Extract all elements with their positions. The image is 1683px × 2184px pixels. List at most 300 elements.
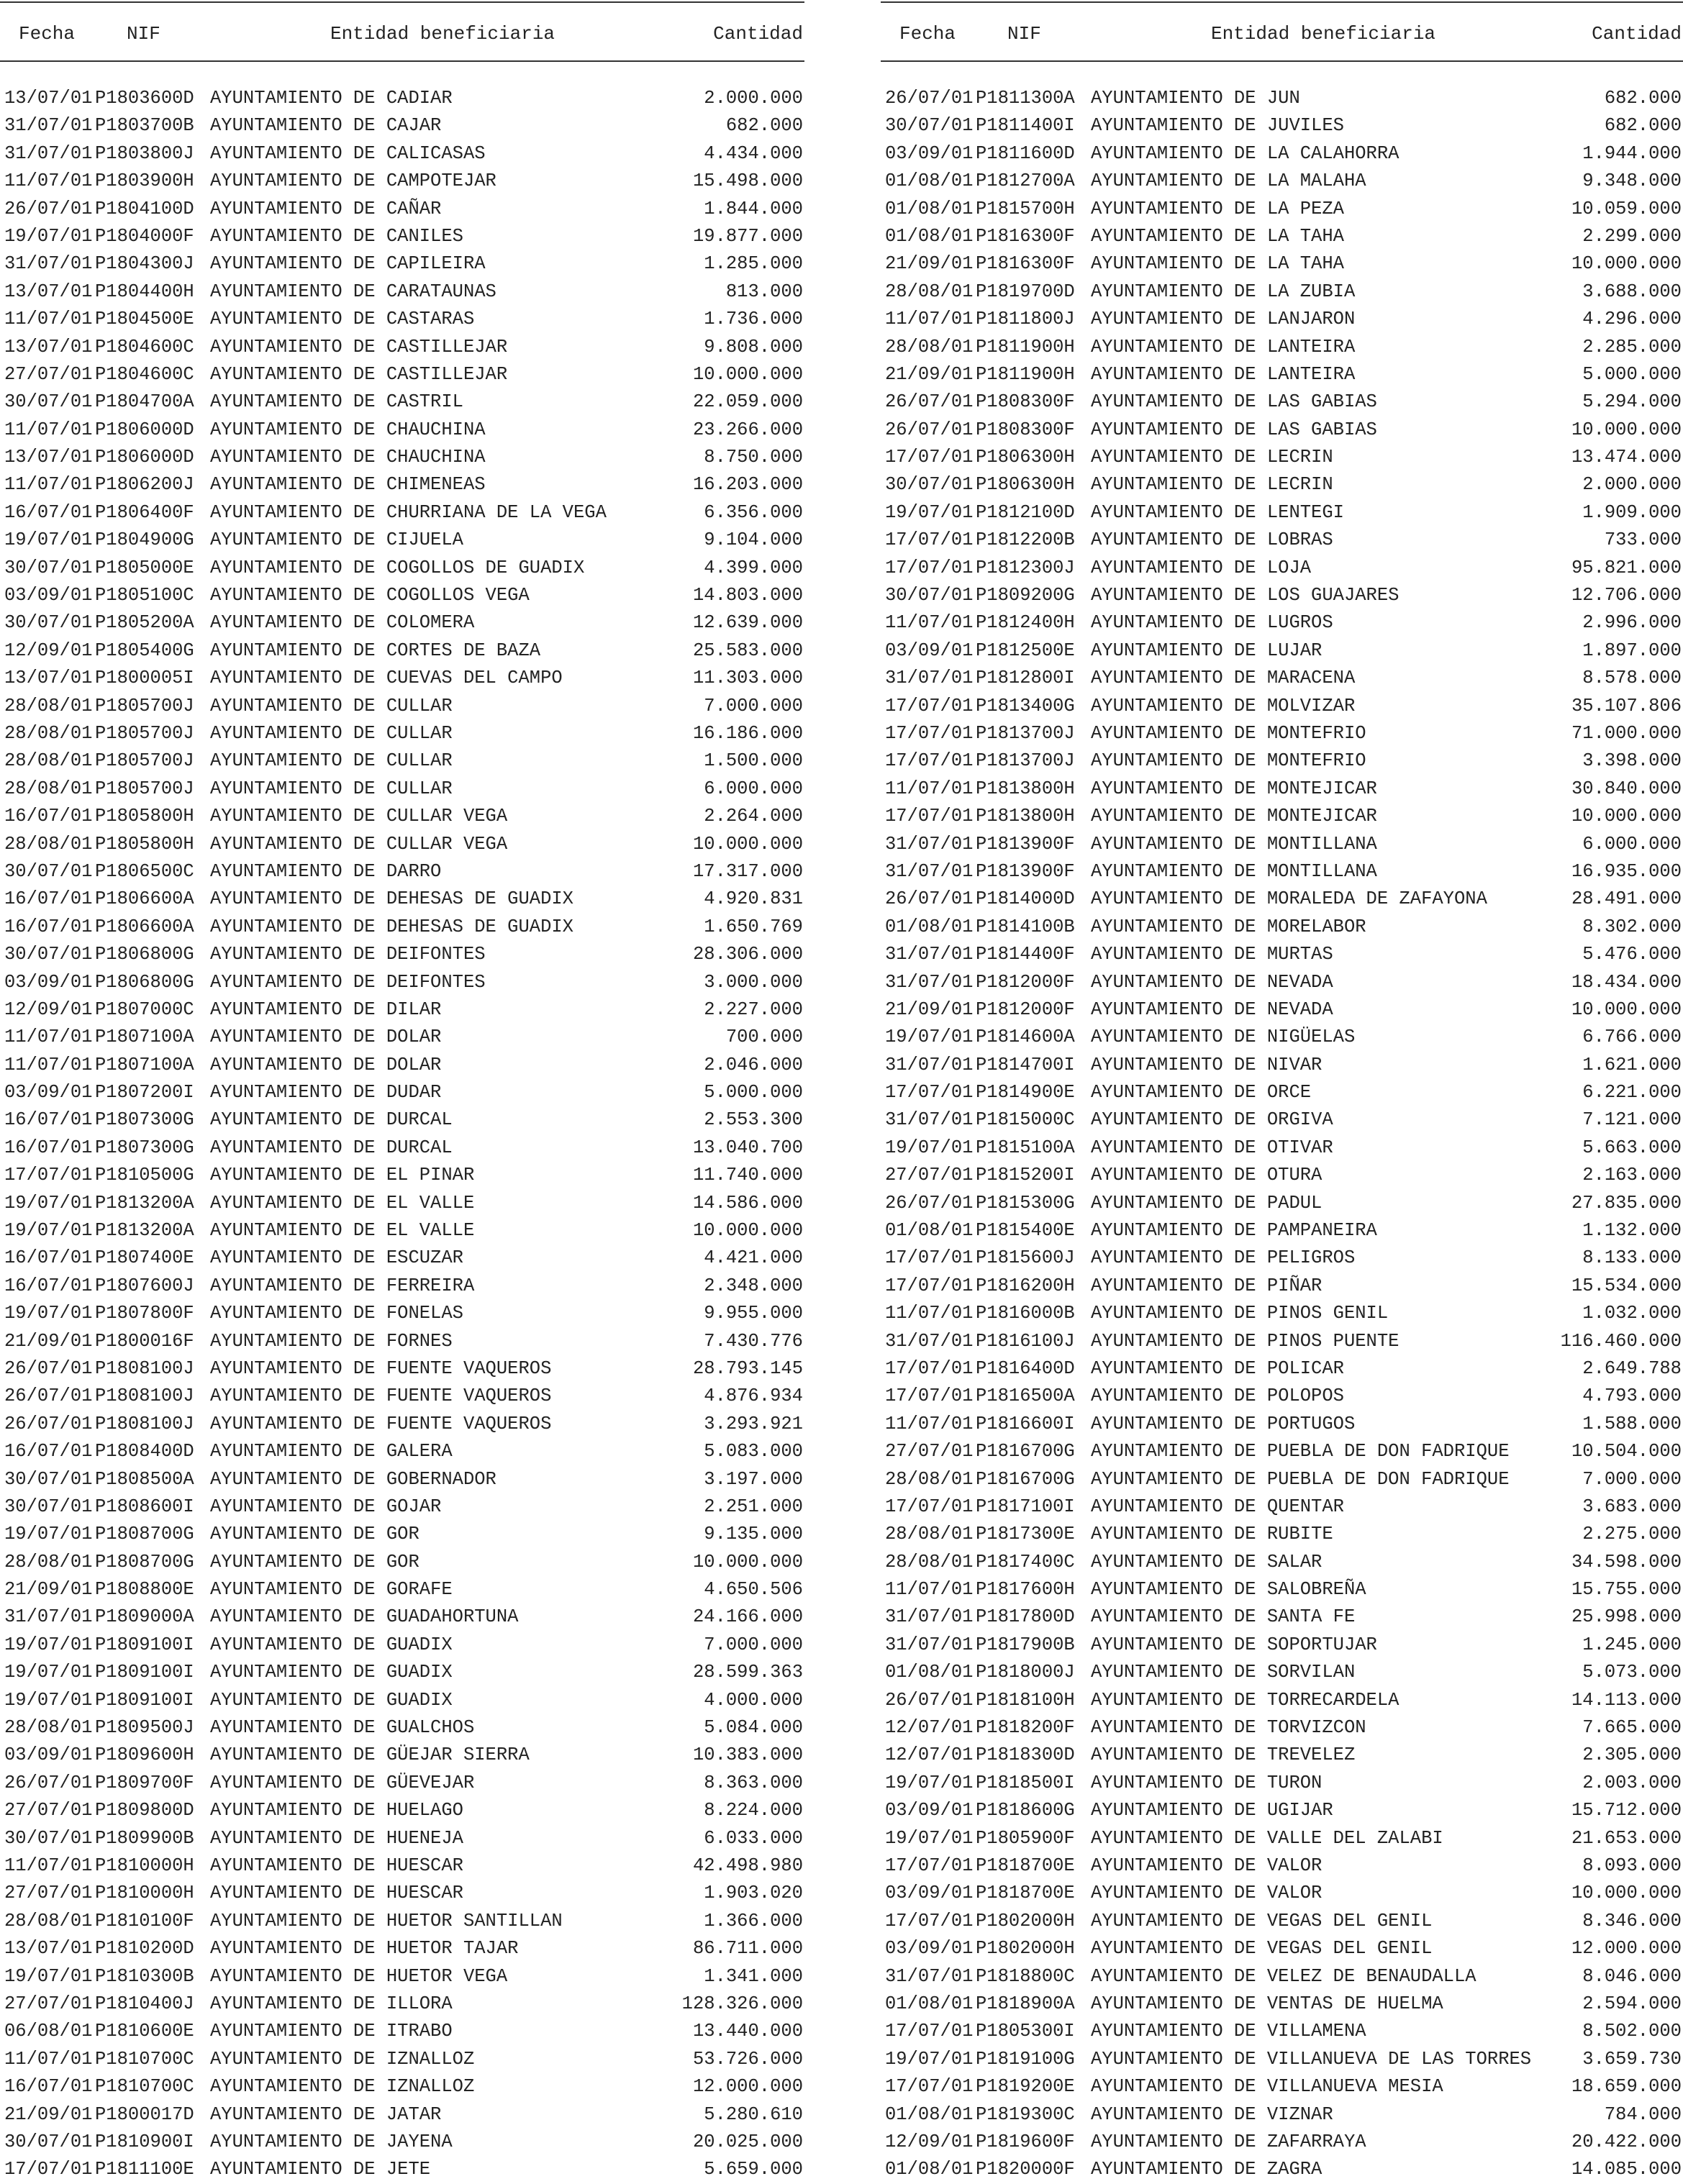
table-row: [0, 2156, 804, 2183]
row-cantidad: 8.750.000: [704, 447, 803, 468]
row-nif: P1809600H: [95, 1744, 194, 1766]
row-nif: P1811300A: [976, 88, 1075, 109]
row-cantidad: 22.059.000: [692, 391, 803, 413]
row-nif: P1800017D: [95, 2103, 194, 2125]
row-cantidad: 16.935.000: [1571, 860, 1682, 882]
row-fecha: 17/07/01: [885, 1247, 974, 1269]
table-row: [0, 1162, 804, 1189]
row-fecha: 26/07/01: [885, 391, 974, 413]
row-cantidad: 10.000.000: [1571, 419, 1682, 440]
row-cantidad: 5.476.000: [1582, 944, 1682, 965]
row-fecha: 12/09/01: [4, 640, 93, 661]
table-row: [881, 1106, 1683, 1134]
row-nif: P1808500A: [95, 1468, 194, 1490]
row-entidad: AYUNTAMIENTO DE CHAUCHINA: [210, 447, 486, 468]
row-cantidad: 15.755.000: [1571, 1579, 1682, 1601]
row-entidad: AYUNTAMIENTO DE ZAFARRAYA: [1091, 2131, 1366, 2152]
table-row: [0, 1990, 804, 2018]
row-fecha: 31/07/01: [4, 142, 93, 164]
row-fecha: 30/07/01: [4, 1496, 93, 1517]
row-nif: P1810500G: [95, 1165, 194, 1186]
table-row: [0, 1217, 804, 1245]
row-fecha: 11/07/01: [885, 1303, 974, 1324]
row-fecha: 11/07/01: [885, 1579, 974, 1601]
row-entidad: AYUNTAMIENTO DE CHIMENEAS: [210, 474, 486, 496]
table-row: [0, 637, 804, 665]
row-nif: P1813700J: [976, 722, 1075, 744]
row-nif: P1807200I: [95, 1082, 194, 1104]
row-cantidad: 12.000.000: [692, 2076, 803, 2098]
row-nif: P1805100C: [95, 585, 194, 606]
row-cantidad: 20.422.000: [1571, 2131, 1682, 2152]
row-entidad: AYUNTAMIENTO DE MARACENA: [1091, 668, 1356, 689]
row-cantidad: 1.844.000: [704, 198, 803, 219]
row-fecha: 26/07/01: [885, 88, 974, 109]
row-entidad: AYUNTAMIENTO DE DILAR: [210, 998, 442, 1020]
row-nif: P1813800H: [976, 806, 1075, 827]
row-nif: P1805000E: [95, 557, 194, 578]
row-entidad: AYUNTAMIENTO DE CULLAR: [210, 750, 453, 772]
row-nif: P1802000H: [976, 1910, 1075, 1932]
table-row: [881, 775, 1683, 803]
row-entidad: AYUNTAMIENTO DE MORELABOR: [1091, 916, 1366, 937]
row-entidad: AYUNTAMIENTO DE ITRABO: [210, 2021, 453, 2042]
row-nif: P1807100A: [95, 1054, 194, 1075]
table-row: [0, 1190, 804, 1217]
row-nif: P1805700J: [95, 695, 194, 716]
row-cantidad: 4.000.000: [704, 1689, 803, 1711]
row-nif: P1808100J: [95, 1386, 194, 1407]
row-fecha: 31/07/01: [885, 1109, 974, 1131]
row-fecha: 13/07/01: [4, 1938, 93, 1960]
row-fecha: 19/07/01: [4, 1662, 93, 1683]
table-row: [881, 1935, 1683, 1962]
table-row: [881, 886, 1683, 913]
row-nif: P1810900I: [95, 2131, 194, 2152]
row-nif: P1803600D: [95, 88, 194, 109]
row-cantidad: 6.766.000: [1582, 1027, 1682, 1048]
row-entidad: AYUNTAMIENTO DE EL PINAR: [210, 1165, 475, 1186]
row-entidad: AYUNTAMIENTO DE CAJAR: [210, 115, 442, 137]
row-entidad: AYUNTAMIENTO DE POLICAR: [1091, 1357, 1344, 1379]
row-nif: P1810700C: [95, 2048, 194, 2070]
row-nif: P1809500J: [95, 1717, 194, 1739]
table-row: [881, 1603, 1683, 1631]
header-entidad: Entidad beneficiaria: [1210, 23, 1436, 45]
row-cantidad: 8.302.000: [1582, 916, 1682, 937]
row-cantidad: 28.599.363: [692, 1662, 803, 1683]
row-nif: P1806000D: [95, 419, 194, 440]
row-entidad: AYUNTAMIENTO DE CAMPOTEJAR: [210, 170, 496, 192]
row-entidad: AYUNTAMIENTO DE FORNES: [210, 1330, 453, 1352]
row-cantidad: 700.000: [725, 1027, 803, 1048]
row-cantidad: 10.000.000: [1571, 806, 1682, 827]
row-cantidad: 25.998.000: [1571, 1606, 1682, 1628]
table-row: [0, 693, 804, 720]
row-entidad: AYUNTAMIENTO DE LOS GUAJARES: [1091, 585, 1400, 606]
row-cantidad: 2.046.000: [704, 1054, 803, 1075]
row-fecha: 28/08/01: [885, 1551, 974, 1573]
row-entidad: AYUNTAMIENTO DE GÜEVEJAR: [210, 1772, 475, 1793]
row-fecha: 26/07/01: [4, 1386, 93, 1407]
table-row: [881, 1963, 1683, 1990]
table-row: [881, 1466, 1683, 1493]
row-cantidad: 28.793.145: [692, 1357, 803, 1379]
row-nif: P1804600C: [95, 336, 194, 358]
row-fecha: 28/08/01: [4, 1551, 93, 1573]
row-fecha: 11/07/01: [4, 1855, 93, 1876]
row-entidad: AYUNTAMIENTO DE HUETOR TAJAR: [210, 1938, 519, 1960]
row-nif: P1815200I: [976, 1165, 1075, 1186]
row-nif: P1818800C: [976, 1965, 1075, 1987]
table-row: [881, 1245, 1683, 1272]
header-nif: NIF: [127, 23, 160, 45]
table-row: [0, 1438, 804, 1465]
row-nif: P1817400C: [976, 1551, 1075, 1573]
row-nif: P1816000B: [976, 1303, 1075, 1324]
row-cantidad: 2.251.000: [704, 1496, 803, 1517]
row-cantidad: 5.294.000: [1582, 391, 1682, 413]
row-cantidad: 9.348.000: [1582, 170, 1682, 192]
row-entidad: AYUNTAMIENTO DE CULLAR VEGA: [210, 806, 508, 827]
table-row: [0, 1797, 804, 1824]
table-row: [0, 831, 804, 858]
row-entidad: AYUNTAMIENTO DE SOPORTUJAR: [1091, 1634, 1377, 1655]
row-nif: P1818500I: [976, 1772, 1075, 1793]
row-nif: P1818200F: [976, 1717, 1075, 1739]
row-nif: P1809700F: [95, 1772, 194, 1793]
row-fecha: 26/07/01: [885, 1192, 974, 1214]
row-fecha: 30/07/01: [4, 944, 93, 965]
row-entidad: AYUNTAMIENTO DE CULLAR: [210, 695, 453, 716]
row-cantidad: 5.073.000: [1582, 1662, 1682, 1683]
table-row: [0, 914, 804, 941]
row-fecha: 19/07/01: [4, 1965, 93, 1987]
table-row: [0, 1411, 804, 1438]
row-fecha: 01/08/01: [885, 2103, 974, 2125]
row-fecha: 31/07/01: [885, 1054, 974, 1075]
row-entidad: AYUNTAMIENTO DE VILLANUEVA DE LAS TORRES: [1091, 2048, 1532, 2070]
row-nif: P1811100E: [95, 2159, 194, 2180]
table-row: [0, 775, 804, 803]
row-nif: P1819200E: [976, 2076, 1075, 2098]
row-cantidad: 6.000.000: [1582, 833, 1682, 855]
row-cantidad: 8.502.000: [1582, 2021, 1682, 2042]
table-row: [881, 1714, 1683, 1742]
row-cantidad: 1.132.000: [1582, 1220, 1682, 1242]
row-cantidad: 7.000.000: [704, 695, 803, 716]
row-entidad: AYUNTAMIENTO DE MORALEDA DE ZAFAYONA: [1091, 888, 1487, 910]
row-fecha: 17/07/01: [885, 722, 974, 744]
row-nif: P1810100F: [95, 1910, 194, 1932]
row-cantidad: 28.306.000: [692, 944, 803, 965]
row-fecha: 17/07/01: [885, 750, 974, 772]
row-cantidad: 2.275.000: [1582, 1524, 1682, 1545]
row-fecha: 28/08/01: [4, 833, 93, 855]
row-entidad: AYUNTAMIENTO DE GUADAHORTUNA: [210, 1606, 519, 1628]
row-entidad: AYUNTAMIENTO DE CORTES DE BAZA: [210, 640, 541, 661]
row-cantidad: 1.903.020: [704, 1883, 803, 1904]
table-row: [0, 1659, 804, 1686]
table-row: [881, 334, 1683, 361]
table-row: [0, 1963, 804, 1990]
row-nif: P1804400H: [95, 281, 194, 302]
row-nif: P1806300H: [976, 474, 1075, 496]
row-cantidad: 11.303.000: [692, 668, 803, 689]
row-fecha: 27/07/01: [4, 1993, 93, 2014]
row-entidad: AYUNTAMIENTO DE SALOBREÑA: [1091, 1579, 1366, 1601]
row-nif: P1806600A: [95, 888, 194, 910]
row-fecha: 19/07/01: [885, 2048, 974, 2070]
row-entidad: AYUNTAMIENTO DE HUETOR VEGA: [210, 1965, 508, 1987]
row-entidad: AYUNTAMIENTO DE OTURA: [1091, 1165, 1323, 1186]
row-nif: P1812400H: [976, 612, 1075, 634]
row-fecha: 27/07/01: [4, 363, 93, 385]
row-entidad: AYUNTAMIENTO DE GUADIX: [210, 1662, 453, 1683]
table-row: [881, 1300, 1683, 1327]
row-cantidad: 8.346.000: [1582, 1910, 1682, 1932]
table-row: [0, 609, 804, 637]
row-cantidad: 2.163.000: [1582, 1165, 1682, 1186]
row-nif: P1819100G: [976, 2048, 1075, 2070]
row-cantidad: 5.000.000: [1582, 363, 1682, 385]
row-entidad: AYUNTAMIENTO DE JETE: [210, 2159, 431, 2180]
row-entidad: AYUNTAMIENTO DE DEHESAS DE GUADIX: [210, 888, 573, 910]
row-nif: P1809100I: [95, 1662, 194, 1683]
row-entidad: AYUNTAMIENTO DE CADIAR: [210, 88, 453, 109]
row-entidad: AYUNTAMIENTO DE HUELAGO: [210, 1800, 463, 1821]
row-cantidad: 1.909.000: [1582, 501, 1682, 523]
row-fecha: 01/08/01: [885, 225, 974, 247]
row-cantidad: 1.588.000: [1582, 1413, 1682, 1434]
row-fecha: 31/07/01: [885, 944, 974, 965]
row-entidad: AYUNTAMIENTO DE ORGIVA: [1091, 1109, 1333, 1131]
row-nif: P1816200H: [976, 1275, 1075, 1296]
row-fecha: 01/08/01: [885, 1993, 974, 2014]
row-entidad: AYUNTAMIENTO DE CARATAUNAS: [210, 281, 496, 302]
row-nif: P1805700J: [95, 750, 194, 772]
row-entidad: AYUNTAMIENTO DE GÜEJAR SIERRA: [210, 1744, 530, 1766]
row-nif: P1813900F: [976, 860, 1075, 882]
table-row: [0, 1355, 804, 1383]
row-cantidad: 14.803.000: [692, 585, 803, 606]
row-nif: P1815100A: [976, 1137, 1075, 1158]
table-row: [0, 1770, 804, 1797]
table-row: [881, 388, 1683, 416]
row-fecha: 01/08/01: [885, 1220, 974, 1242]
row-entidad: AYUNTAMIENTO DE DOLAR: [210, 1054, 442, 1075]
row-fecha: 11/07/01: [4, 309, 93, 330]
row-nif: P1807800F: [95, 1303, 194, 1324]
row-entidad: AYUNTAMIENTO DE CHAUCHINA: [210, 419, 486, 440]
row-entidad: AYUNTAMIENTO DE TORVIZCON: [1091, 1717, 1366, 1739]
row-nif: P1808400D: [95, 1441, 194, 1462]
row-entidad: AYUNTAMIENTO DE LAS GABIAS: [1091, 419, 1377, 440]
row-entidad: AYUNTAMIENTO DE RUBITE: [1091, 1524, 1333, 1545]
row-fecha: 30/07/01: [885, 585, 974, 606]
table-row: [881, 1493, 1683, 1521]
row-nif: P1810200D: [95, 1938, 194, 1960]
table-row: [0, 996, 804, 1024]
table-row: [881, 555, 1683, 582]
table-row: [0, 1935, 804, 1962]
row-cantidad: 15.498.000: [692, 170, 803, 192]
row-fecha: 17/07/01: [4, 1165, 93, 1186]
row-cantidad: 3.688.000: [1582, 281, 1682, 302]
row-fecha: 13/07/01: [4, 88, 93, 109]
row-entidad: AYUNTAMIENTO DE DEIFONTES: [210, 944, 486, 965]
row-nif: P1815400E: [976, 1220, 1075, 1242]
table-row: [0, 1632, 804, 1659]
row-cantidad: 9.104.000: [704, 529, 803, 551]
row-cantidad: 116.460.000: [1560, 1330, 1682, 1352]
row-fecha: 16/07/01: [4, 1247, 93, 1269]
row-entidad: AYUNTAMIENTO DE LUJAR: [1091, 640, 1323, 661]
table-row: [881, 1990, 1683, 2018]
row-cantidad: 21.653.000: [1571, 1827, 1682, 1849]
row-fecha: 19/07/01: [4, 1192, 93, 1214]
table-row: [0, 1493, 804, 1521]
table-row: [0, 1880, 804, 1907]
table-row: [881, 361, 1683, 388]
table-row: [881, 803, 1683, 830]
row-nif: P1806200J: [95, 474, 194, 496]
row-fecha: 27/07/01: [4, 1800, 93, 1821]
row-cantidad: 4.920.831: [704, 888, 803, 910]
row-nif: P1814600A: [976, 1027, 1075, 1048]
row-nif: P1815300G: [976, 1192, 1075, 1214]
row-entidad: AYUNTAMIENTO DE VILLANUEVA MESIA: [1091, 2076, 1443, 2098]
row-cantidad: 19.877.000: [692, 225, 803, 247]
table-row: [0, 1079, 804, 1106]
table-row: [0, 2101, 804, 2129]
row-fecha: 19/07/01: [885, 501, 974, 523]
row-entidad: AYUNTAMIENTO DE CASTRIL: [210, 391, 463, 413]
row-fecha: 01/08/01: [885, 198, 974, 219]
row-nif: P1814100B: [976, 916, 1075, 937]
table-row: [0, 720, 804, 747]
row-fecha: 19/07/01: [4, 1634, 93, 1655]
row-entidad: AYUNTAMIENTO DE VEGAS DEL GENIL: [1091, 1910, 1433, 1932]
row-fecha: 03/09/01: [885, 1883, 974, 1904]
row-cantidad: 2.264.000: [704, 806, 803, 827]
table-row: [0, 1300, 804, 1327]
table-row: [0, 747, 804, 775]
row-cantidad: 1.341.000: [704, 1965, 803, 1987]
row-nif: P1809900B: [95, 1827, 194, 1849]
row-nif: P1812100D: [976, 501, 1075, 523]
row-nif: P1807400E: [95, 1247, 194, 1269]
table-row: [881, 969, 1683, 996]
row-nif: P1805400G: [95, 640, 194, 661]
row-nif: P1803900H: [95, 170, 194, 192]
row-cantidad: 9.808.000: [704, 336, 803, 358]
table-row: [881, 693, 1683, 720]
row-fecha: 30/07/01: [4, 557, 93, 578]
table-row: [0, 527, 804, 554]
row-entidad: AYUNTAMIENTO DE CANILES: [210, 225, 463, 247]
table-row: [881, 1742, 1683, 1769]
row-fecha: 19/07/01: [4, 529, 93, 551]
table-row: [0, 1576, 804, 1603]
row-entidad: AYUNTAMIENTO DE HUETOR SANTILLAN: [210, 1910, 563, 1932]
row-fecha: 16/07/01: [4, 1275, 93, 1296]
row-fecha: 30/07/01: [4, 612, 93, 634]
row-nif: P1813200A: [95, 1220, 194, 1242]
row-nif: P1817800D: [976, 1606, 1075, 1628]
row-entidad: AYUNTAMIENTO DE CUEVAS DEL CAMPO: [210, 668, 563, 689]
row-entidad: AYUNTAMIENTO DE PINOS PUENTE: [1091, 1330, 1400, 1352]
row-fecha: 30/07/01: [4, 391, 93, 413]
row-nif: P1818700E: [976, 1855, 1075, 1876]
table-row: [0, 969, 804, 996]
row-cantidad: 10.504.000: [1571, 1441, 1682, 1462]
table-row: [881, 914, 1683, 941]
row-nif: P1812200B: [976, 529, 1075, 551]
row-fecha: 17/07/01: [885, 2021, 974, 2042]
row-cantidad: 1.500.000: [704, 750, 803, 772]
row-cantidad: 4.650.506: [704, 1579, 803, 1601]
row-entidad: AYUNTAMIENTO DE LA TAHA: [1091, 253, 1344, 275]
row-cantidad: 1.366.000: [704, 1910, 803, 1932]
row-entidad: AYUNTAMIENTO DE GUADIX: [210, 1689, 453, 1711]
table-row: [881, 1383, 1683, 1410]
row-fecha: 28/08/01: [885, 336, 974, 358]
row-nif: P1806800G: [95, 971, 194, 993]
row-nif: P1818700E: [976, 1883, 1075, 1904]
row-cantidad: 5.000.000: [704, 1082, 803, 1104]
row-entidad: AYUNTAMIENTO DE SANTA FE: [1091, 1606, 1356, 1628]
row-cantidad: 733.000: [1604, 529, 1682, 551]
table-row: [881, 1273, 1683, 1300]
row-entidad: AYUNTAMIENTO DE LA ZUBIA: [1091, 281, 1356, 302]
table-row: [881, 250, 1683, 278]
row-cantidad: 9.955.000: [704, 1303, 803, 1324]
row-nif: P1803700B: [95, 115, 194, 137]
row-cantidad: 2.649.788: [1582, 1357, 1682, 1379]
row-entidad: AYUNTAMIENTO DE CULLAR: [210, 778, 453, 799]
table-row: [0, 2018, 804, 2045]
row-cantidad: 14.085.000: [1571, 2159, 1682, 2180]
table-row: [881, 1687, 1683, 1714]
row-cantidad: 27.835.000: [1571, 1192, 1682, 1214]
table-row: [881, 168, 1683, 195]
row-fecha: 11/07/01: [4, 419, 93, 440]
row-fecha: 19/07/01: [885, 1772, 974, 1793]
row-fecha: 11/07/01: [4, 1054, 93, 1075]
row-cantidad: 16.203.000: [692, 474, 803, 496]
row-nif: P1807300G: [95, 1137, 194, 1158]
row-cantidad: 2.003.000: [1582, 1772, 1682, 1793]
row-entidad: AYUNTAMIENTO DE COLOMERA: [210, 612, 475, 634]
row-cantidad: 14.586.000: [692, 1192, 803, 1214]
table-row: [881, 665, 1683, 692]
table-row: [0, 1687, 804, 1714]
row-nif: P1806300H: [976, 447, 1075, 468]
table-row: [881, 831, 1683, 858]
row-fecha: 31/07/01: [885, 668, 974, 689]
table-row: [881, 637, 1683, 665]
row-fecha: 16/07/01: [4, 888, 93, 910]
row-fecha: 03/09/01: [4, 1082, 93, 1104]
row-cantidad: 4.421.000: [704, 1247, 803, 1269]
table-row: [0, 1466, 804, 1493]
row-nif: P1818000J: [976, 1662, 1075, 1683]
row-nif: P1807100A: [95, 1027, 194, 1048]
row-cantidad: 5.083.000: [704, 1441, 803, 1462]
row-entidad: AYUNTAMIENTO DE CALICASAS: [210, 142, 486, 164]
row-cantidad: 20.025.000: [692, 2131, 803, 2152]
